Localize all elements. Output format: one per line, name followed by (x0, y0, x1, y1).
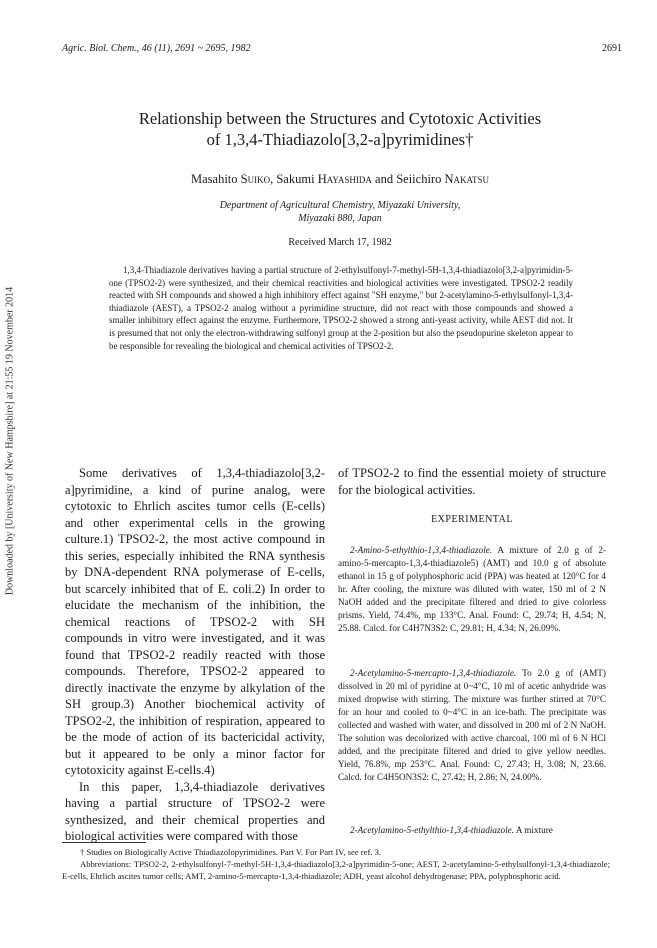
intro-paragraph-1: Some derivatives of 1,3,4-thiadiazolo[3,2-a]pyrimidine, a kind of purine analog, were cytotoxic to Ehrlich ascites tumor cells (E-cells) and other experimental cells in the growing culture.1) TPSO2-2, the most active compound in this series, especially inhibited the RNA synthesis by DNA-dependent RNA polymerase of E-cells, but scarcely inhibited that of E. coli.2) In order to elucidate the mechanism of the inhibition, the chemical reactions of TPSO2-2 with SH compounds in vitro were investigated, and it was found that TPSO2-2 readily reacted with those compounds. Therefore, TPSO2-2 appeared to directly inactivate the enzyme by alkylation of the SH group.3) Another biochemical activity of TPSO2-2, the inhibition of respiration, appeared to be the mode of action of its bactericidal activity, but it appeared to be only a minor factor for cytotoxicity against E-cells.4) (65, 466, 325, 777)
download-watermark (2, 265, 18, 617)
paper-title (60, 108, 620, 150)
footnote-abbreviations: Abbreviations: TPSO2-2, 2-ethylsulfonyl-7-methyl-5H-1,3,4-thiadiazolo[3,2-a]pyrimidin-5-one; AEST, 2-acetylamino-5-ethylsulfonyl-1,3,4-thiadiazole; E-cells, Ehrlich ascites tumor cells; AMT, 2-amino-5-mercapto-1,3,4-thiadiazole; ADH, yeast alcohol dehydrogenase; PPA, polyphosphoric acid. (62, 859, 610, 881)
procedure-text-3: A mixture (515, 825, 553, 835)
affiliation-line-1: Department of Agricultural Chemistry, Miyazaki University, (219, 200, 461, 211)
author-conjunction: and (375, 172, 394, 186)
title-line-2: of 1,3,4-Thiadiazolo[3,2-a]pyrimidines† (206, 130, 474, 149)
compound-name-1: 2-Amino-5-ethylthio-1,3,4-thiadiazole. (350, 545, 493, 555)
section-heading-experimental: EXPERIMENTAL (431, 514, 513, 525)
experimental-entry-2 (338, 667, 606, 784)
author-3-first: Seiichiro (396, 172, 442, 186)
received-date: Received March 17, 1982 (288, 237, 392, 248)
journal-citation: Agric. Biol. Chem., 46 (11), 2691 ~ 2695, 1982 (62, 43, 251, 54)
author-2-first: Sakumi (276, 172, 315, 186)
author-1-last: Suiko (240, 172, 271, 186)
footnotes (62, 846, 610, 882)
footnote-divider (62, 842, 146, 843)
author-3-last: Nakatsu (444, 172, 489, 186)
download-watermark-text: Downloaded by [University of New Hampshire] at 21:55 19 November 2014 (4, 286, 16, 596)
title-line-1: Relationship between the Structures and Cytotoxic Activities (138, 109, 542, 128)
procedure-text-2: To 2.0 g of (AMT) dissolved in 20 ml of pyridine at 0~4°C, 10 ml of acetic anhydride was mixed dropwise with stirring. The mixture was further stirred at 70°C for an hour and cooled to 0~4°C in an ice-bath. The precipitate was collected and washed with water, and dissolved in 200 ml of 2 N NaOH. The solution was decolorized with active charcoal, 100 ml of 6 N HCl added, and the precipitate filtered and dried to give yellow needles. Yield, 76.8%, mp 253°C. Anal. Found: C, 27.43; H, 3.08; N, 23.66. Calcd. for C4H5ON3S2: C, 27.42; H, 2.86; N, 24.00%. (338, 668, 606, 782)
abstract: 1,3,4-Thiadiazole derivatives having a partial structure of 2-ethylsulfonyl-7-methyl-5H-1,3,4-thiadiazolo[3,2-a]pyrimidin-5-one (TPSO2-2) were synthesized, and their chemical reactivities and biological activities were investigated. TPSO2-2 readily reacted with SH compounds and showed a high inhibitory effect against "SH enzyme," but 2-acetylamino-5-ethylsulfonyl-1,3,4-thiadiazole (AEST), a TPSO2-2 analog without a pyrimidine structure, did not react with those compounds and showed a smaller inhibitory effect against the enzyme. Furthermore, TPSO2-2 showed a strong anti-yeast activity, while AEST did not. It is presumed that not only the electron-withdrawing sulfonyl group at the 2-position but also the pseudopurine skeleton appear to be responsible for revealing the biological and chemical activities of TPSO2-2. (109, 265, 573, 351)
author-1-first: Masahito (191, 172, 238, 186)
compound-name-2: 2-Acetylamino-5-mercapto-1,3,4-thiadiazole. (350, 668, 517, 678)
intro-paragraph-2: In this paper, 1,3,4-thiadiazole derivatives having a partial structure of TPSO2-2 were synthesized, and their chemical properties and biological activities were compared with those (65, 779, 325, 843)
author-list: Masahito Suiko, Sakumi Hayashida and Seiichiro Nakatsu (191, 172, 489, 186)
compound-name-3: 2-Acetylamino-5-ethylthio-1,3,4-thiadiazole. (350, 825, 515, 835)
intro-paragraph-3: of TPSO2-2 to find the essential moiety of structure for the biological activities. (338, 466, 606, 497)
affiliation-line-2: Miyazaki 880, Japan (298, 213, 382, 224)
footnote-dagger: † Studies on Biologically Active Thiadiazolopyrimidines. Part V. For Part IV, see ref. 3. (80, 847, 382, 857)
procedure-text-1: A mixture of 2.0 g of 2-amino-5-mercapto-1,3,4-thiadiazole5) (AMT) and 10.0 g of absolute ethanol in 15 g of polyphosphoric acid (PPA) was heated at 120°C for 4 hr. After cooling, the mixture was diluted with water, 150 ml of 2 N NaOH added and the precipitate filtered and dried to give colorless prisms. Yield, 74.4%, mp 133°C. Anal. Found: C, 29.74; H, 4.54; N, 25.88. Calcd. for C4H7N3S2: C, 29.81; H, 4.34; N, 26.09%. (338, 545, 606, 633)
affiliation (60, 199, 620, 225)
page-number: 2691 (602, 43, 622, 54)
running-header (62, 43, 622, 54)
experimental-entry-3 (338, 824, 606, 837)
experimental-entry-1 (338, 544, 606, 635)
right-column-intro (338, 465, 606, 498)
left-column (65, 465, 325, 845)
author-2-last: Hayashida (317, 172, 372, 186)
